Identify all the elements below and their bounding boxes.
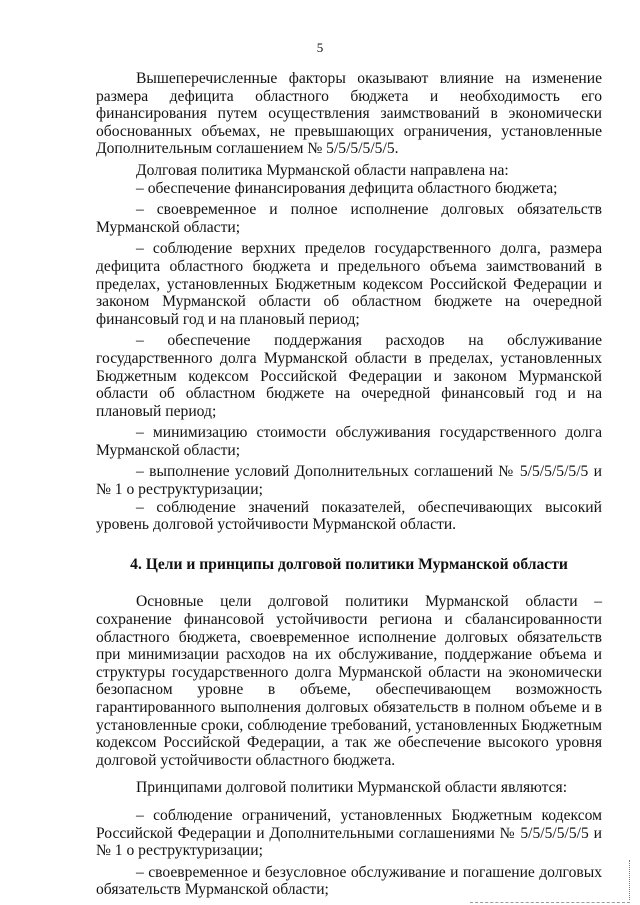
list-item-indicators: – соблюдение значений показателей, обеспечивающих высокий уровень долговой устойчивости Мурманской области. xyxy=(96,498,602,534)
list-item-debt-limits: – соблюдение верхних пределов государственного долга, размера дефицита областного бюджета и предельного объема заимствований в пределах, установленных Бюджетным кодексом Российской Федерации и законом Мурманской области об областном бюджете на очередной финансовый год и на плановый период; xyxy=(96,240,602,328)
list-item-deficit-financing: – обеспечение финансирования дефицита областного бюджета; xyxy=(136,179,558,197)
page-number: 5 xyxy=(316,40,324,55)
list-item-unconditional-servicing: – своевременное и безусловное обслуживание и погашение долговых обязательств Мурманской области; xyxy=(96,863,602,899)
section-heading: 4. Цели и принципы долговой политики Мурманской области xyxy=(130,555,568,573)
list-item-cost-minimization: – минимизацию стоимости обслуживания государственного долга Мурманской области; xyxy=(96,424,602,459)
list-item-agreements-conditions: – выполнение условий Дополнительных соглашений № 5/5/5/5/5/5 и № 1 о реструктуризации; xyxy=(96,463,602,499)
document-body xyxy=(96,70,602,899)
list-item-restrictions-compliance: – соблюдение ограничений, установленных Бюджетным кодексом Российской Федерации и Дополнительными соглашениями № 5/5/5/5/5/5 и № 1 о реструктуризации; xyxy=(96,806,602,860)
list-item-timely-execution: – своевременное и полное исполнение долговых обязательств Мурманской области; xyxy=(96,201,602,236)
scan-bottom-mark xyxy=(470,900,630,903)
paragraph-principles-intro: Принципами долговой политики Мурманской области являются: xyxy=(136,779,568,797)
paragraph-main-goals: Основные цели долговой политики Мурманской области – сохранение финансовой устойчивости региона и сбалансированности областного бюджета, своевременное исполнение долговых обязательств при минимизации расходов на их обслуживание, поддержание объема и структуры государственного долга Мурманской области на экономически безопасном уровне в объеме, обеспечивающем возможность гарантированного выполнения долговых обязательств в полном объеме и в установленные сроки, соблюдение требований, установленных Бюджетным кодексом Российской Федерации, а так же обеспечение высокого уровня долговой устойчивости областного бюджета. xyxy=(96,593,602,769)
scan-edge-mark xyxy=(629,860,634,900)
paragraph-policy-aims: Долговая политика Мурманской области направлена на: xyxy=(136,161,509,179)
paragraph-intro: Вышеперечисленные факторы оказывают влияние на изменение размера дефицита областного бюджета и необходимость его финансирования путем осуществления заимствований в экономически обоснованных объемах, не превышающих ограничения, установленные Дополнительным соглашением № 5/5/5/5/5/5. xyxy=(96,70,602,158)
list-item-servicing-expenses: – обеспечение поддержания расходов на обслуживание государственного долга Мурманской области в пределах, установленных Бюджетным кодексом Российской Федерации и законом Мурманской области об областном бюджете на очередной финансовый год и на плановый период; xyxy=(96,332,602,420)
